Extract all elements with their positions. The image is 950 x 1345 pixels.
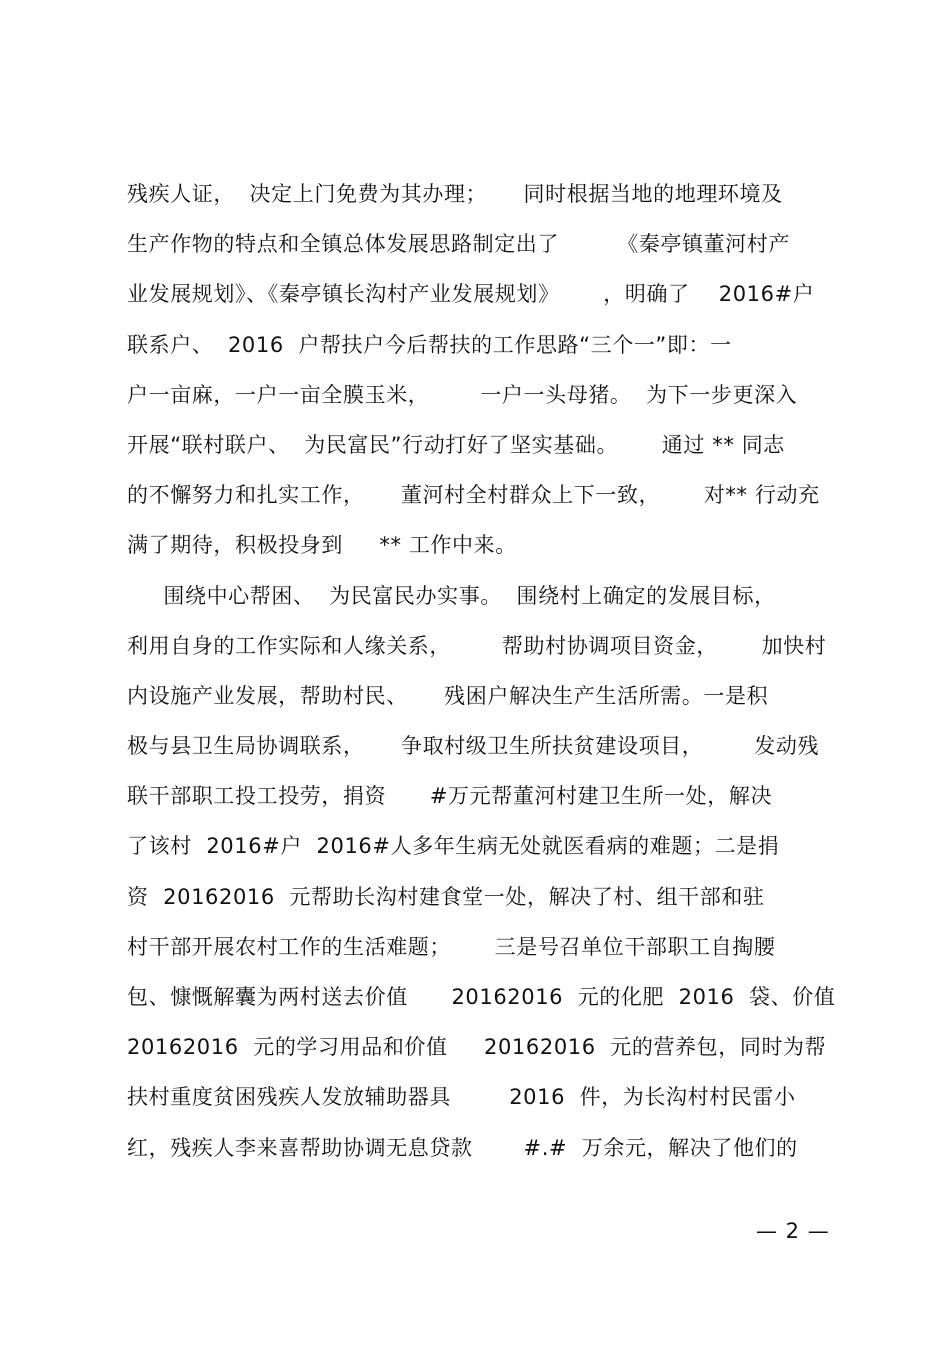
text-line: 残疾人证， 决定上门免费为其办理； 同时根据当地的地理环境及 bbox=[127, 182, 783, 206]
paragraph-first-line: 围绕中心帮困、 为民富民办实事。 围绕村上确定的发展目标， bbox=[127, 583, 776, 608]
text-line: 户一亩麻，一户一亩全膜玉米， 一户一头母猪。 为下一步更深入 bbox=[127, 382, 798, 407]
text-line: 联干部职工投工投劳，捐资 #万元帮董河村建卫生所一处，解决 bbox=[127, 784, 773, 809]
text-line: 包、慷慨解囊为两村送去价值 20162016 元的化肥 2016 袋、价值 bbox=[127, 985, 836, 1009]
text-line: 内设施产业发展，帮助村民、 残困户解决生产生活所需。一是积 bbox=[127, 683, 769, 708]
text-line: 20162016 元的学习用品和价值 20162016 元的营养包，同时为帮 bbox=[127, 1035, 827, 1060]
text-line: 利用自身的工作实际和人缘关系， 帮助村协调项目资金， 加快村 bbox=[127, 633, 827, 658]
text-line: 的不懈努力和扎实工作， 董河村全村群众上下一致， 对** 行动充 bbox=[127, 483, 820, 508]
text-line: 满了期待，积极投身到 ** 工作中来。 bbox=[127, 533, 517, 558]
text-line: 联系户、 2016 户帮扶户今后帮扶的工作思路“三个一”即：一 bbox=[127, 332, 732, 357]
text-line: 村干部开展农村工作的生活难题； 三是号召单位干部职工自掏腰 bbox=[127, 934, 776, 959]
page-number: — 2 — bbox=[756, 1219, 830, 1243]
text-line: 了该村 2016#户 2016#人多年生病无处就医看病的难题；二是捐 bbox=[127, 834, 780, 859]
text-line: 资 20162016 元帮助长沟村建食堂一处，解决了村、组干部和驻 bbox=[127, 884, 765, 909]
text-line: 极与县卫生局协调联系， 争取村级卫生所扶贫建设项目， 发动残 bbox=[127, 734, 820, 759]
text-line: 开展“联村联户、 为民富民”行动打好了坚实基础。 通过 ** 同志 bbox=[127, 432, 785, 457]
text-line: 红，残疾人李来喜帮助协调无息贷款 #.# 万余元，解决了他们的 bbox=[127, 1135, 798, 1160]
body-text bbox=[127, 176, 847, 1180]
text-line: 扶村重度贫困残疾人发放辅助器具 2016 件，为长沟村村民雷小 bbox=[127, 1085, 796, 1110]
text-line: 生产作物的特点和全镇总体发展思路制定出了 《秦亭镇董河村产 bbox=[127, 232, 790, 257]
text-line: 业发展规划》、《秦亭镇长沟村产业发展规划》 ，明确了 2016#户 bbox=[127, 282, 815, 307]
